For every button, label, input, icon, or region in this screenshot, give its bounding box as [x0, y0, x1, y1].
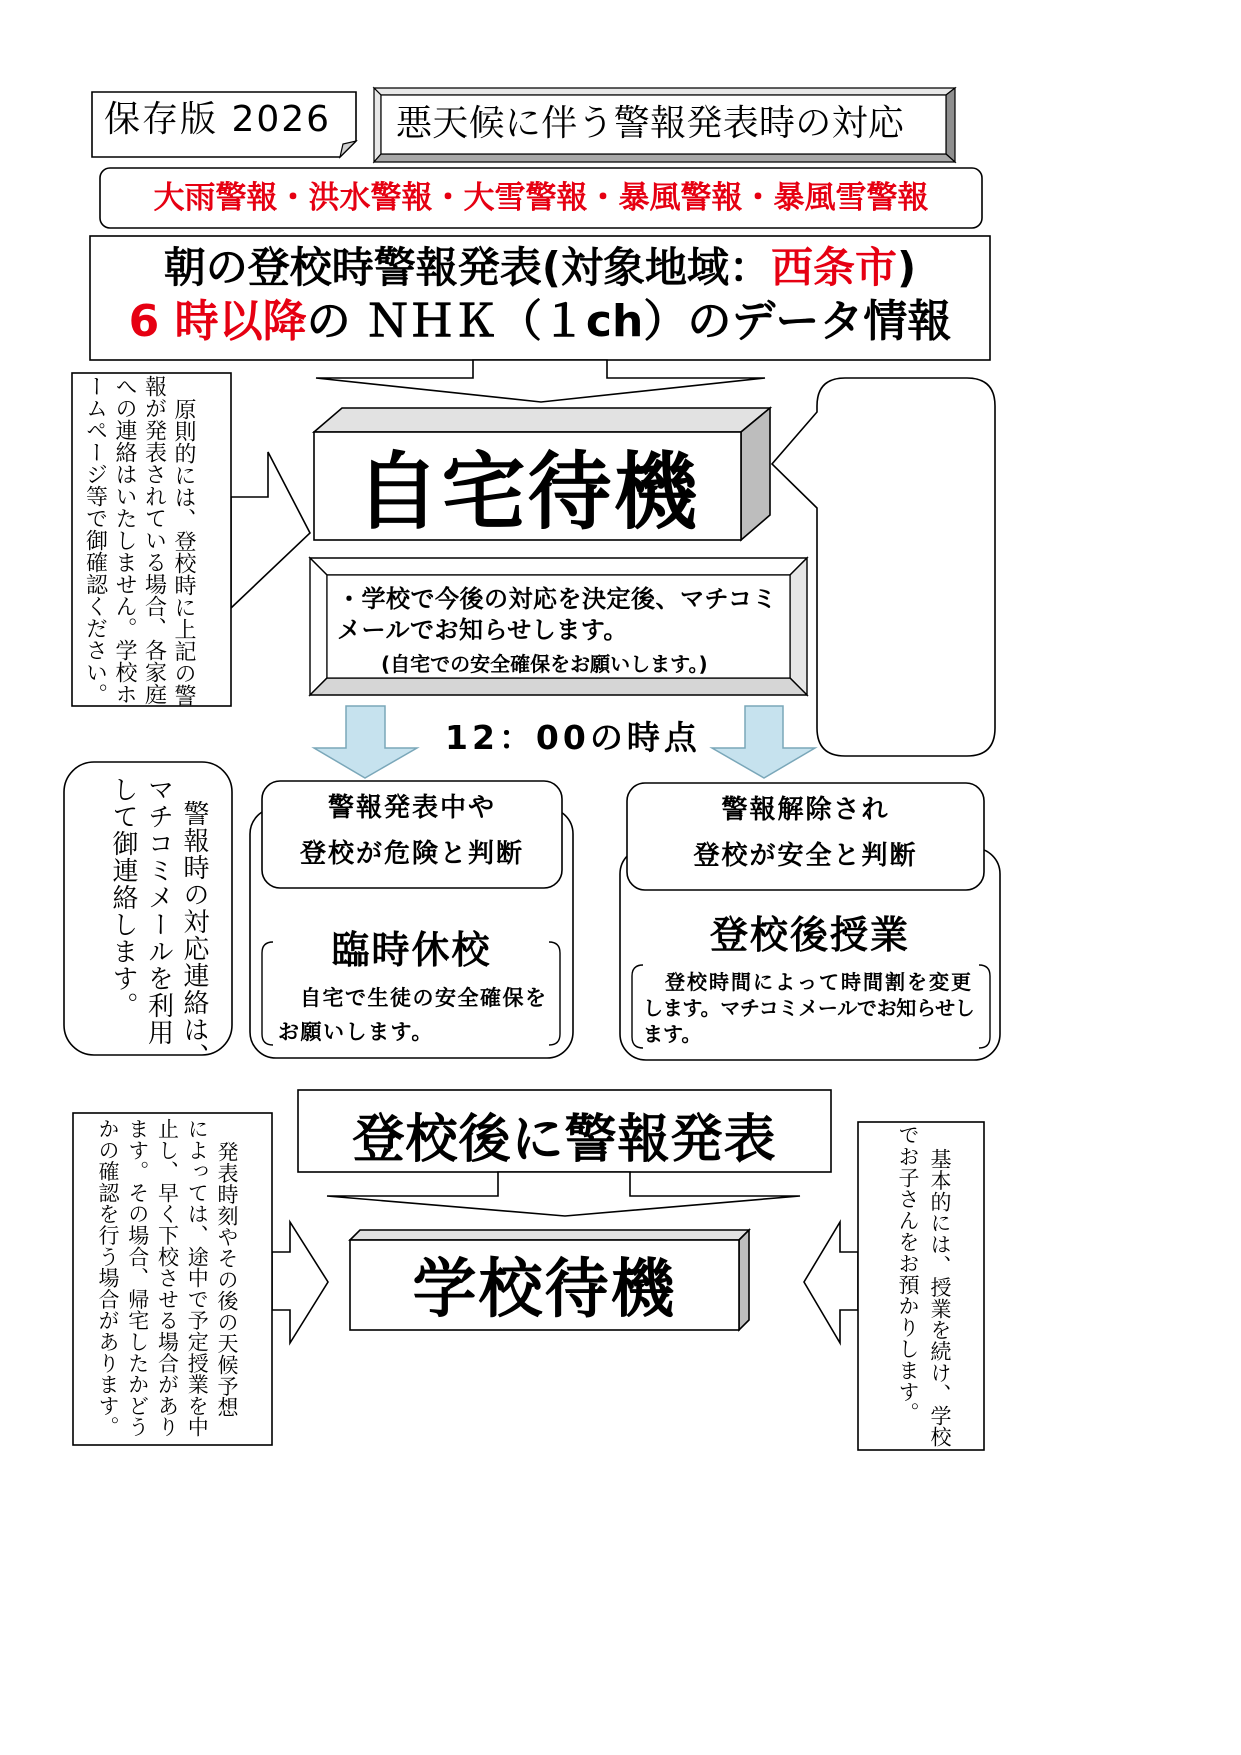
danger-condition-line-2: 登校が危険と判断 — [299, 839, 524, 869]
side-note-column: 報が発表されている場合、各家庭 — [141, 375, 167, 705]
condition-line-1 — [90, 245, 990, 291]
down-arrow-to-home-standby — [316, 360, 765, 402]
info-source: の ＮＨＫ（１ch）のデータ情報 — [306, 296, 952, 347]
classes-detail-line-3: ます。 — [643, 1022, 702, 1046]
early-dismissal-column: 止し、早く下校させる場合があり — [155, 1118, 180, 1438]
target-area: 西条市 — [770, 243, 897, 292]
down-arrow-right-blue — [712, 706, 815, 778]
home-standby-side-note — [80, 375, 198, 710]
side-note-column: ームページ等で御確認ください。 — [82, 375, 108, 705]
side-note-column: 原則的には、登校時に上記の警 — [171, 398, 196, 706]
condition-close-paren: ) — [897, 243, 917, 292]
condition-main-text: 朝の登校時警報発表(対象地域： — [163, 243, 771, 292]
down-arrow-to-school-standby — [327, 1172, 800, 1216]
home-standby-note-1: ・学校で今後の対応を決定後、マチコミ — [337, 585, 778, 613]
closure-detail-line-1: 自宅で生徒の安全確保を — [300, 986, 548, 1010]
classes-detail-line-2: します。マチコミメールでお知らせし — [643, 996, 975, 1020]
classes-detail-line-1: 登校時間によって時間割を変更 — [665, 970, 973, 994]
home-standby-title: 自宅待機 — [355, 443, 700, 541]
page-title: 悪天候に伴う警報発表時の対応 — [396, 103, 905, 144]
safe-condition-line-1: 警報解除され — [721, 795, 890, 825]
keep-at-school-column: でお子さんをお預かりします。 — [896, 1124, 920, 1424]
school-closure-title: 臨時休校 — [331, 928, 492, 972]
home-standby-note-2: メールでお知らせします。 — [337, 616, 628, 644]
school-standby-title: 学校待機 — [412, 1253, 677, 1327]
side-note-column: への連絡はいたしません。学校ホ — [112, 375, 137, 705]
keep-at-school-column: 基本的には、授業を続け、学校 — [928, 1148, 952, 1448]
early-dismissal-column: によっては、途中で予定授業を中 — [185, 1118, 210, 1438]
early-dismissal-column: 発表時刻やその後の天候予想 — [215, 1141, 239, 1418]
warnings-banner: 大雨警報・洪水警報・大雪警報・暴風警報・暴風雪警報 — [153, 180, 929, 216]
keep-at-school-note — [892, 1124, 956, 1450]
check-time: 6 時以降 — [128, 296, 307, 347]
contact-note-column: して御連絡します。 — [108, 776, 138, 1019]
early-dismissal-column: かの確認を行う場合があります。 — [96, 1118, 120, 1438]
contact-note-column: マチコミメールを利用 — [143, 776, 174, 1046]
checkpoint-label: 12：00の時点 — [445, 718, 701, 757]
condition-line-2 — [90, 297, 990, 347]
edition-label: 保存版 2026 — [104, 99, 332, 140]
classes-after-arrival-title: 登校後授業 — [709, 913, 910, 957]
down-arrow-left-blue — [314, 706, 417, 778]
early-dismissal-column: ます。その場合、帰宅したかどう — [125, 1118, 150, 1438]
home-standby-note-3: (自宅での安全確保をお願いします。) — [381, 652, 708, 676]
side-note-arrow — [231, 452, 310, 608]
contact-note — [104, 776, 211, 1076]
safe-condition-line-2: 登校が安全と判断 — [693, 841, 918, 871]
closure-detail-line-2: お願いします。 — [278, 1020, 434, 1044]
early-dismissal-arrow — [272, 1222, 328, 1343]
contact-note-column: 警報時の対応連絡は、 — [179, 800, 209, 1070]
keep-at-school-arrow — [804, 1222, 858, 1343]
danger-condition-line-1: 警報発表中や — [327, 793, 496, 823]
during-school-title: 登校後に警報発表 — [352, 1110, 777, 1170]
early-dismissal-note — [92, 1118, 241, 1444]
